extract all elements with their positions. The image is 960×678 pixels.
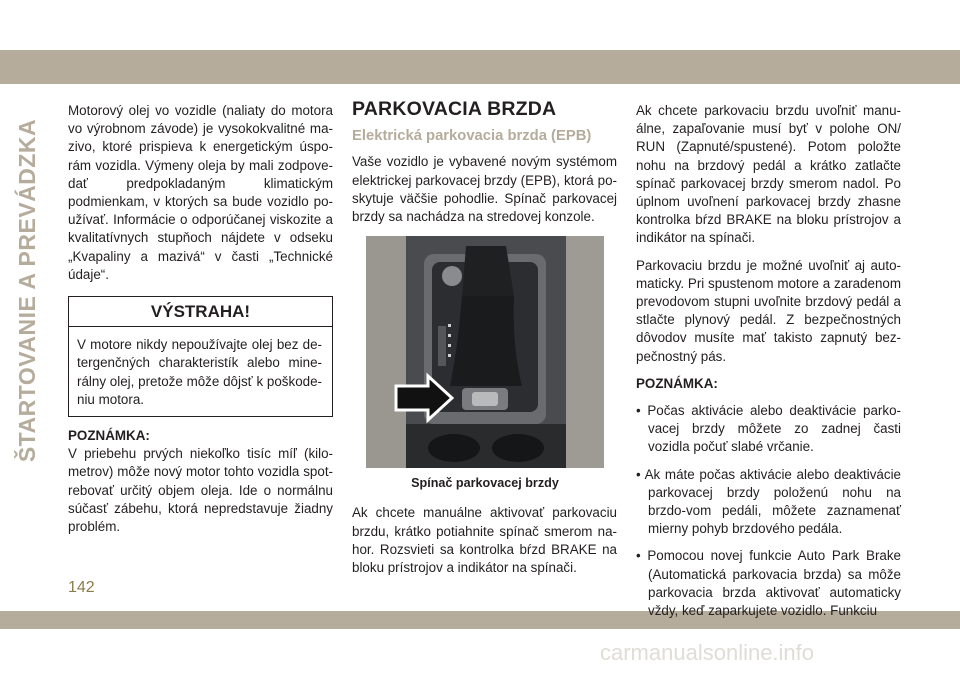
column-1	[68, 102, 333, 545]
epb-auto-release-paragraph: Parkovaciu brzdu je možné uvoľniť aj auto-maticky. Pri spustenom motore a zaradenom prevodovom stupni uvoľnite brzdový pedál a stlačte plynový pedál. Z bezpečnostných dôvodov musíte mať takisto zapnutý bez-pečnostný pás.	[636, 257, 901, 364]
list-item: • Ak máte počas aktivácie alebo deaktivácie parkovacej brzdy položenú nohu na brzdo-vom pedáli, môžete zaznamenať mierny pohyb brzdového pedála.	[636, 466, 901, 537]
figure-caption: Spínač parkovacej brzdy	[411, 476, 559, 491]
figure	[366, 236, 604, 492]
section-side-title: ŠTARTOVANIE A PREVÁDZKA	[14, 118, 41, 462]
warning-box	[68, 296, 333, 417]
epb-intro-paragraph: Vaše vozidlo je vybavené novým systémom elektrickej parkovacej brzdy (EPB), ktorá po-skytuje väčšie pohodlie. Spínač parkovacej brzdy sa nachádza na stredovej konzole.	[352, 154, 617, 225]
page-number: 142	[68, 579, 95, 596]
note-title: POZNÁMKA:	[636, 375, 718, 391]
note-title: POZNÁMKA:	[68, 428, 150, 444]
column-3	[636, 102, 901, 629]
section-subheading: Elektrická parkovacia brzda (EPB)	[352, 128, 592, 145]
parking-brake-switch-photo	[366, 236, 604, 468]
warning-text: V motore nikdy nepoužívajte olej bez de-tergenčných charakteristík alebo mine-rálny olej, pretože môže dôjsť k poškode-niu motora.	[77, 337, 322, 407]
oil-intro-paragraph: Motorový olej vo vozidle (naliaty do motora vo výrobnom závode) je vysokokvalitné ma-zivo, ktoré prispieva k energetickým úspo-rám vozidla. Výmeny oleja by mali zodpove-dať predpokladaným klimatickým podmienkam, v ktorých sa bude vozidlo po-užívať. Informácie o odporúčanej viskozite a kvalitatívnych stupňoch nájdete v odseku „Kvapaliny a mazivá“ v časti „Technické údaje“.	[68, 103, 333, 282]
column-2	[352, 100, 617, 586]
header-band	[0, 50, 960, 84]
epb-activate-paragraph: Ak chcete manuálne aktivovať parkovaciu brzdu, krátko potiahnite spínač smerom na-hor. Rozsvieti sa kontrolka bŕzd BRAKE na bloku prístrojov a indikátor na spínači.	[352, 505, 617, 576]
note-text: V priebehu prvých niekoľko tisíc míľ (kilo-metrov) môže nový motor tohto vozidla spot-rebovať určitý objem oleja. Ide o normálnu súčasť zábehu, ktorá nepredstavuje žiadny problém.	[68, 446, 333, 535]
epb-release-paragraph: Ak chcete parkovaciu brzdu uvoľniť manu-álne, zapaľovanie musí byť v polohe ON/ RUN (Zapnuté/spustené). Potom položte nohu na brzdový pedál a krátko zatlačte spínač parkovacej brzdy smerom nadol. Po úplnom uvoľnení parkovacej brzdy zhasne kontrolka bŕzd BRAKE na bloku prístrojov a indikátor na spínači.	[636, 103, 901, 246]
section-heading: PARKOVACIA BRZDA	[352, 98, 557, 120]
list-item: • Počas aktivácie alebo deaktivácie parko-vacej brzdy môžete zo zadnej časti vozidla počuť slabé vrčanie.	[636, 403, 901, 455]
list-item: • Pomocou novej funkcie Auto Park Brake (Automatická parkovacia brzda) sa môže parkovacia brzda aktivovať automaticky vždy, keď zaparkujete vozidlo. Funkciu	[636, 548, 901, 619]
watermark: carmanualsonline.info	[600, 640, 815, 665]
warning-title: VÝSTRAHA!	[69, 297, 332, 327]
